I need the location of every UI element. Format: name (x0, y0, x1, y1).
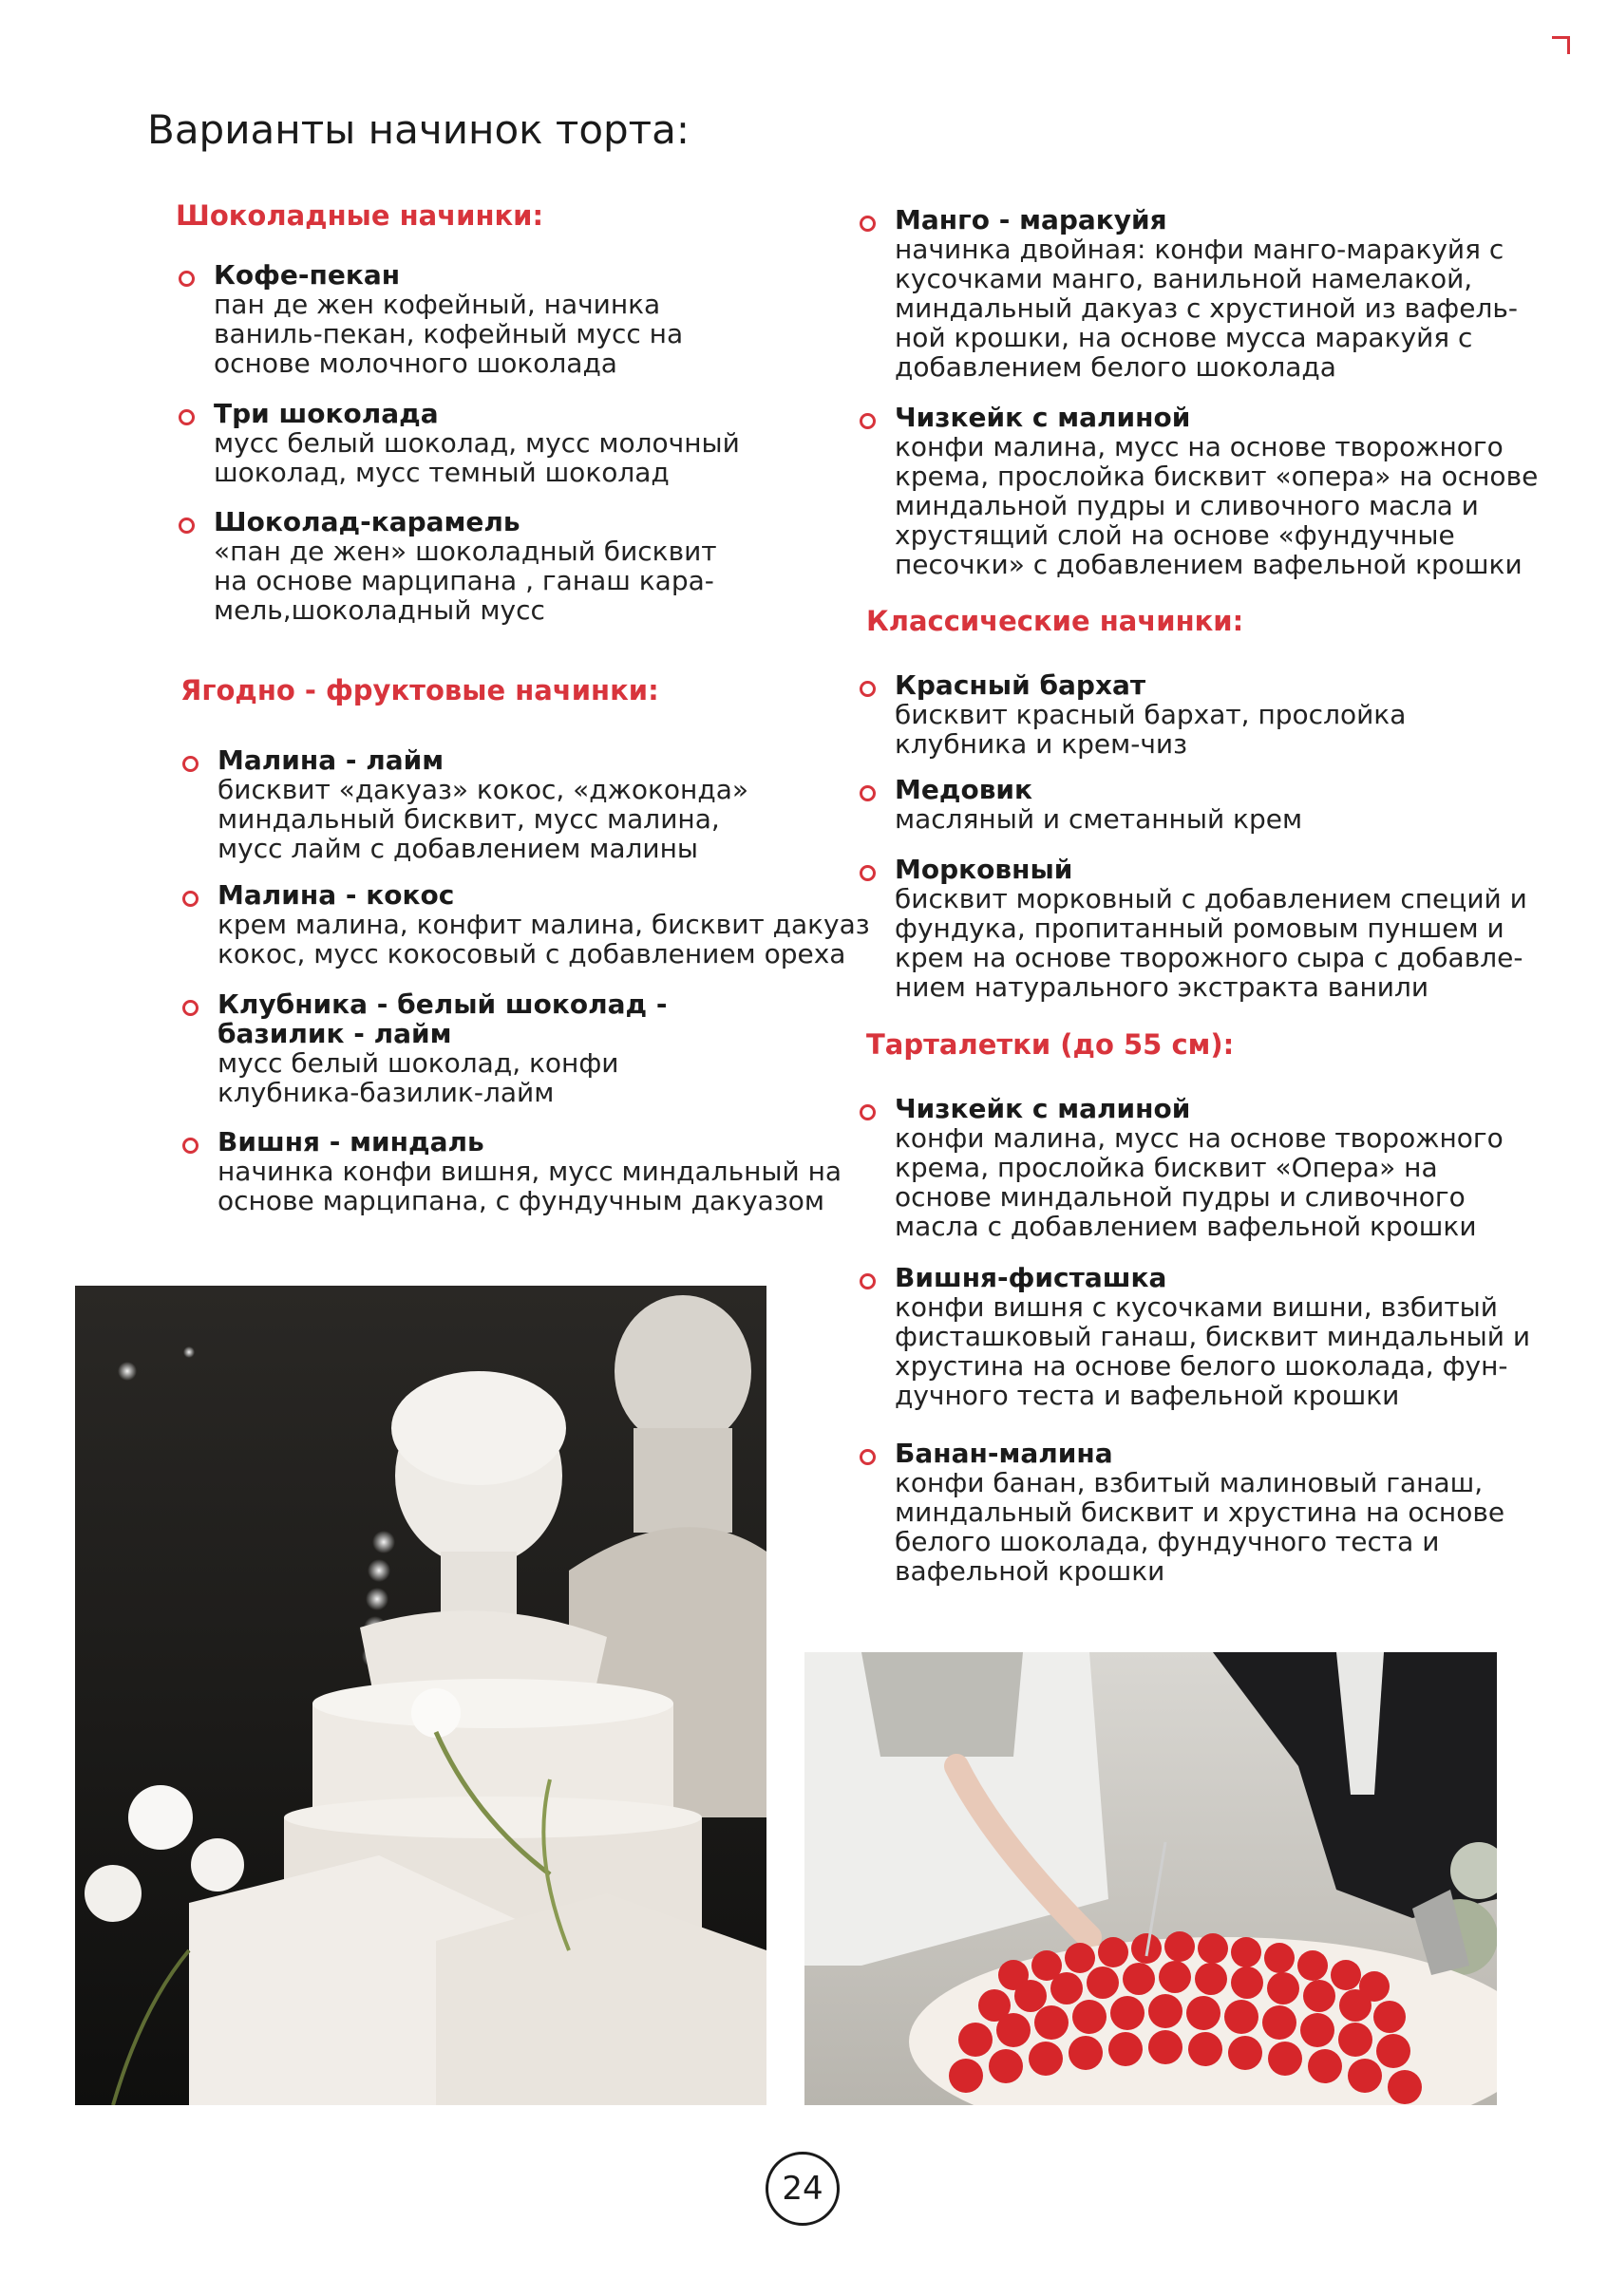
photo-sculpture-cake (75, 1286, 766, 2105)
item-desc-line: мель,шоколадный мусс (214, 594, 545, 626)
item-desc-line: кусочками манго, ванильной намелакой, (895, 263, 1473, 294)
item-name: Манго - маракуйя (895, 204, 1167, 235)
list-item (214, 260, 683, 378)
item-desc-line: дучного теста и вафельной крошки (895, 1380, 1400, 1411)
bullet-icon (179, 518, 195, 534)
bullet-icon (860, 1273, 876, 1289)
item-name-continued: базилик - лайм (218, 1018, 452, 1049)
item-desc-line: на основе марципана , ганаш кара- (214, 565, 714, 596)
item-desc-line: белого шоколада, фундучного теста и (895, 1526, 1440, 1557)
bullet-icon (860, 1449, 876, 1465)
bullet-icon (860, 785, 876, 801)
bullet-icon (860, 216, 876, 232)
bullet-icon (182, 756, 199, 772)
item-desc-line: конфи малина, мусс на основе творожного (895, 431, 1504, 462)
item-desc-line: фундука, пропитанный ромовым пуншем и (895, 913, 1504, 944)
item-desc-line: масла с добавлением вафельной крошки (895, 1211, 1477, 1242)
bullet-icon (179, 271, 195, 287)
list-item (895, 775, 1302, 834)
item-name: Вишня-фисташка (895, 1262, 1167, 1293)
section-title-berry: Ягодно - фруктовые начинки: (180, 674, 659, 706)
bullet-icon (860, 681, 876, 697)
item-name: Шоколад-карамель (214, 506, 520, 537)
item-desc-line: миндальный дакуаз с хрустиной из вафель- (895, 292, 1518, 324)
bullet-icon (860, 1104, 876, 1120)
item-desc-line: клубника и крем-чиз (895, 728, 1187, 760)
list-item (895, 1263, 1530, 1410)
list-item (218, 989, 668, 1107)
item-desc-line: нием натурального экстракта ванили (895, 971, 1429, 1003)
item-name: Чизкейк с малиной (895, 1093, 1191, 1124)
bullet-icon (860, 865, 876, 881)
item-desc-line: миндальный бисквит, мусс малина, (218, 803, 720, 835)
list-item (895, 403, 1538, 579)
item-desc-line: крем малина, конфит малина, бисквит дакуаз (218, 909, 870, 940)
item-desc-line: бисквит «дакуаз» кокос, «джоконда» (218, 774, 749, 805)
bullet-icon (182, 1000, 199, 1016)
item-desc-line: масляный и сметанный крем (895, 803, 1303, 835)
item-desc-line: миндальной пудры и сливочного масла и (895, 490, 1479, 521)
item-name: Малина - лайм (218, 744, 445, 776)
item-desc-line: фисташковый ганаш, бисквит миндальный и (895, 1321, 1531, 1352)
item-desc-line: хрустина на основе белого шоколада, фун- (895, 1350, 1508, 1382)
corner-crop-mark (1552, 36, 1570, 54)
item-desc-line: песочки» с добавлением вафельной крошки (895, 549, 1523, 580)
list-item (895, 855, 1527, 1002)
item-name: Медовик (895, 774, 1033, 805)
item-name: Малина - кокос (218, 879, 455, 911)
item-desc-line: бисквит морковный с добавлением специй и (895, 883, 1527, 914)
item-desc-line: конфи малина, мусс на основе творожного (895, 1122, 1504, 1154)
item-desc-line: бисквит красный бархат, прослойка (895, 699, 1407, 730)
item-name: Клубника - белый шоколад - (218, 988, 668, 1020)
item-desc-line: основе марципана, с фундучным дакуазом (218, 1185, 824, 1216)
item-desc-line: вафельной крошки (895, 1555, 1165, 1587)
section-title-chocolate: Шоколадные начинки: (176, 199, 544, 232)
item-desc-line: мусс лайм с добавлением малины (218, 833, 699, 864)
item-desc-line: крема, прослойка бисквит «опера» на основе (895, 461, 1539, 492)
page-title: Варианты начинок торта: (147, 106, 690, 153)
item-desc-line: конфи вишня с кусочками вишни, взбитый (895, 1291, 1498, 1323)
list-item (218, 745, 748, 863)
item-name: Морковный (895, 854, 1073, 885)
list-item (895, 670, 1406, 759)
item-desc-line: мусс белый шоколад, мусс молочный (214, 427, 740, 459)
item-name: Три шоколада (214, 398, 439, 429)
item-desc-line: крем на основе творожного сыра с добавле- (895, 942, 1523, 973)
bullet-icon (182, 891, 199, 907)
photo-strawberry-cake (804, 1652, 1497, 2105)
item-name: Банан-малина (895, 1438, 1113, 1469)
item-desc-line: «пан де жен» шоколадный бисквит (214, 536, 717, 567)
item-name: Кофе-пекан (214, 259, 401, 291)
item-desc-line: конфи банан, взбитый малиновый ганаш, (895, 1467, 1484, 1498)
item-desc-line: шоколад, мусс темный шоколад (214, 457, 670, 488)
item-name: Чизкейк с малиной (895, 402, 1191, 433)
item-desc-line: ваниль-пекан, кофейный мусс на (214, 318, 684, 349)
item-desc-line: начинка конфи вишня, мусс миндальный на (218, 1156, 842, 1187)
item-desc-line: ной крошки, на основе мусса маракуйя с (895, 322, 1473, 353)
item-name: Красный бархат (895, 669, 1146, 701)
item-desc-line: пан де жен кофейный, начинка (214, 289, 661, 320)
list-item (218, 880, 870, 969)
section-title-classic: Классические начинки: (866, 605, 1244, 637)
item-desc-line: миндальный бисквит и хрустина на основе (895, 1496, 1505, 1528)
item-desc-line: кокос, мусс кокосовый с добавлением ореха (218, 938, 846, 969)
item-desc-line: крема, прослойка бисквит «Опера» на (895, 1152, 1438, 1183)
list-item (895, 1094, 1504, 1241)
item-name: Вишня - миндаль (218, 1126, 484, 1157)
item-desc-line: основе миндальной пудры и сливочного (895, 1181, 1466, 1213)
item-desc-line: клубника-базилик-лайм (218, 1077, 555, 1108)
list-item (214, 507, 717, 625)
item-desc-line: основе молочного шоколада (214, 348, 617, 379)
page-number: 24 (766, 2152, 840, 2226)
bullet-icon (860, 413, 876, 429)
item-desc-line: мусс белый шоколад, конфи (218, 1047, 619, 1079)
section-title-tartlets: Тарталетки (до 55 см): (866, 1028, 1235, 1061)
item-desc-line: хрустящий слой на основе «фундучные (895, 519, 1455, 551)
bullet-icon (179, 409, 195, 425)
bullet-icon (182, 1138, 199, 1154)
item-desc-line: начинка двойная: конфи манго-маракуйя с (895, 234, 1504, 265)
item-desc-line: добавлением белого шоколада (895, 351, 1336, 383)
list-item (214, 399, 740, 487)
list-item (218, 1127, 842, 1215)
list-item (895, 205, 1518, 382)
list-item (895, 1439, 1504, 1586)
